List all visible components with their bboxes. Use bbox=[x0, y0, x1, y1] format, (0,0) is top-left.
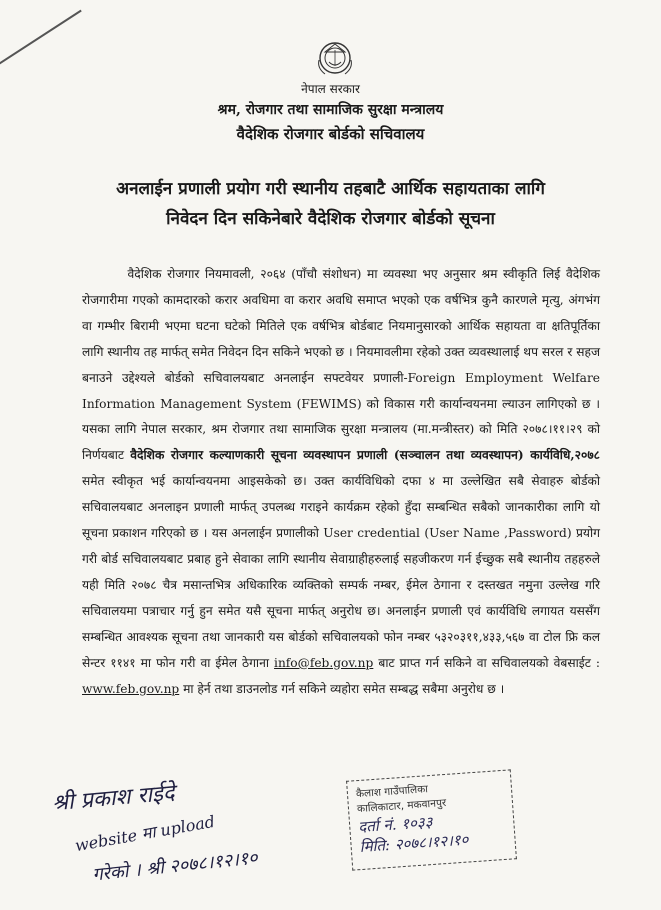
stamp-darta-label: दर्ता नं. bbox=[357, 815, 398, 837]
notice-title-line-2: निवेदन दिन सकिनेबारे वैदेशिक रोजगार बोर्डको सूचना bbox=[166, 209, 495, 229]
website-link[interactable]: www.feb.gov.np bbox=[82, 681, 180, 696]
handwritten-signoff: गरेको । श्री २०७८।१२।१० bbox=[91, 847, 259, 886]
email-link[interactable]: info@feb.gov.np bbox=[274, 655, 374, 670]
stamp-date: मिति: २०७८।१२।१० bbox=[359, 830, 469, 857]
procedure-name: वैदेशिक रोजगार कल्याणकारी सूचना व्यवस्थापन प्रणाली (सञ्चालन तथा व्यवस्थापन) कार्यविधि,२०७८ bbox=[130, 448, 600, 463]
government-label: नेपाल सरकार bbox=[301, 82, 360, 96]
handwritten-note bbox=[52, 782, 342, 897]
office-name: वैदेशिक रोजगार बोर्डको सचिवालय bbox=[236, 125, 425, 143]
nepal-government-emblem-icon bbox=[313, 38, 357, 78]
stamp-darta-value: १०३३ bbox=[400, 812, 434, 834]
stamp-office: कैलाश गाउँपालिका bbox=[355, 783, 429, 801]
paper-fold-line bbox=[0, 10, 82, 77]
handwritten-instruction: website मा upload bbox=[73, 811, 217, 856]
notice-title-line-1: अनलाईन प्रणाली प्रयोग गरी स्थानीय तहबाटै आर्थिक सहायताका लागि bbox=[116, 179, 545, 199]
paragraph-text-start: वैदेशिक रोजगार नियमावली, २०६४ (पाँचौ संशोधन) मा व्यवस्था भए अनुसार श्रम स्वीकृति लिई वैदेशिक रोजगारीमा गएको कामदारको करार अवधिमा वा करार अवधि समाप्त भएको एक वर्षभित्र कुनै कारणले मृत्यु, अंगभंग वा गम्भीर बिरामी भएमा घटना घटेको मितिले एक वर्षभित्र बोर्डबाट नियमानुसारको आर्थिक सहायता वा क्षतिपूर्तिका लागि स्थानीय तह मार्फत् समेत निवेदन दिन सकिने भएको छ । नियमावलीमा रहेको उक्त व्यवस्थालाई थप सरल र सहज बनाउने उद्देश्यले बोर्डको सचिवालयबाट अनलाईन सफ्टवेयर प्रणाली-Foreign Employment Welfare Information Management System (FEWIMS) को विकास गरी कार्यान्वयनमा ल्याउन लागिएको छ । यसका लागि नेपाल सरकार, श्रम रोजगार तथा सामाजिक सुरक्षा मन्त्रालय (मा.मन्त्रीस्तर) को मिति २०७८।११।२९ को निर्णयबाट bbox=[82, 267, 600, 463]
paragraph-text-end: मा हेर्न तथा डाउनलोड गर्न सकिने व्यहोरा समेत सम्बद्ध सबैमा अनुरोध छ । bbox=[179, 681, 505, 696]
notice-body bbox=[82, 262, 600, 702]
handwritten-name: श्री प्रकाश राईदे bbox=[51, 780, 176, 817]
stamp-date-label: मिति bbox=[359, 836, 386, 857]
stamp-date-value: २०७८।१२।१० bbox=[394, 830, 469, 854]
stamp-address: कालिकाटार, मकवानपुर bbox=[356, 796, 447, 816]
notice-paragraph bbox=[82, 262, 600, 702]
paragraph-text-website-intro: बाट प्राप्त गर्न सकिने वा सचिवालयको वेबसाईट : bbox=[373, 655, 600, 670]
ministry-name: श्रम, रोजगार तथा सामाजिक सुरक्षा मन्त्रालय bbox=[217, 102, 444, 118]
registration-stamp bbox=[346, 769, 517, 870]
paragraph-text-middle: समेत स्वीकृत भई कार्यान्वयनमा आइसकेको छ। उक्त कार्यविधिको दफा ४ मा उल्लेखित सबै सेवाहरु बोर्डको सचिवालयबाट अनलाइन प्रणाली मार्फत् उपलब्ध गराइने कार्यक्रम रहेको हुँदा सम्बन्धित सबैको जानकारीका लागि यो सूचना प्रकाशन गरिएको छ । यस अनलाईन प्रणालीको User credential (User Name ,Password) प्रयोग गरी बोर्ड सचिवालयबाट प्रबाह हुने सेवाका लागि स्थानीय सेवाग्राहीहरुलाई सहजीकरण गर्न ईच्छुक सबै स्थानीय तहहरुले यही मिति २०७८ चैत्र मसान्तभित्र अधिकारिक व्यक्तिको सम्पर्क नम्बर, ईमेल ठेगाना र दस्तखत नमुना उल्लेख गरि सचिवालयमा पत्राचार गर्नु हुन समेत यसै सूचना मार्फत् अनुरोध छ। अनलाईन प्रणाली एवं कार्यविधि लगायत यससँग सम्बन्धित आवश्यक सूचना तथा जानकारी यस बोर्डको सचिवालयको फोन नम्बर ५३२०३११,४३३,५६७ वा टोल फ्रि कल सेन्टर ११४१ मा फोन गरी वा ईमेल ठेगाना bbox=[82, 474, 600, 670]
